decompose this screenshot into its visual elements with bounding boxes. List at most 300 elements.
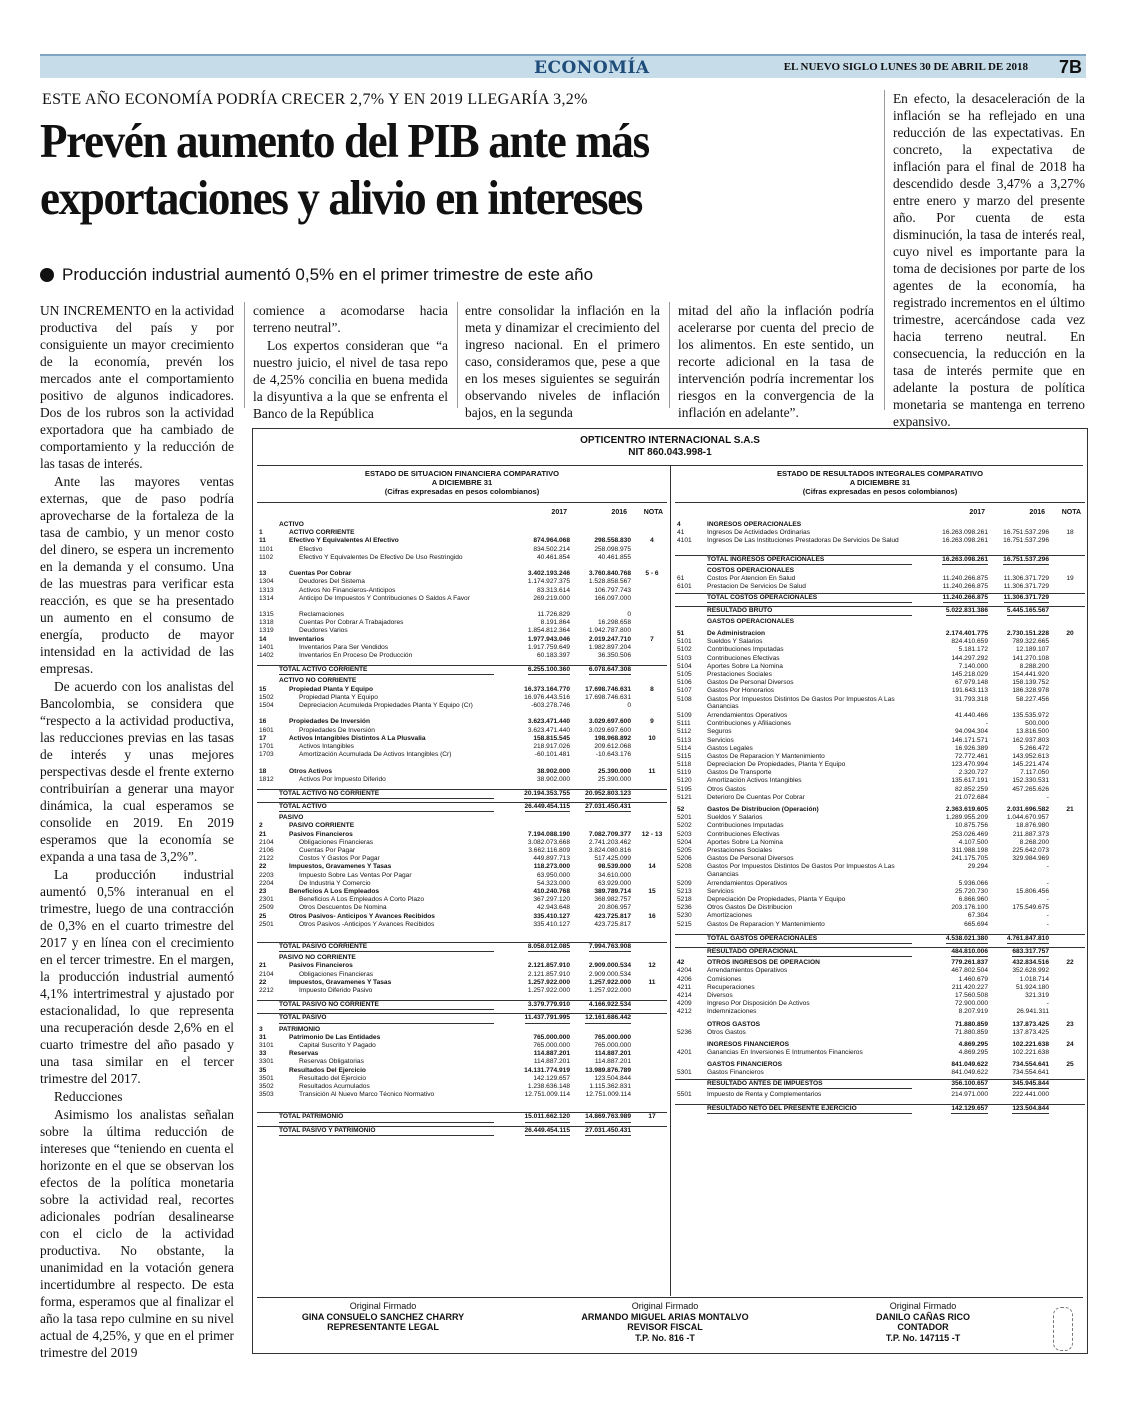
value-2017: 5.936.066 [958, 879, 988, 887]
value-2017: 142.129.657 [951, 1105, 988, 1114]
statement-row [257, 1075, 667, 1083]
value-2017: 123.470.994 [951, 761, 988, 769]
account-description: Prestaciones Sociales [707, 846, 772, 854]
paragraph: Ante las mayores ventas externas, que de paso podría aprovecharse de la fortaleza de la tasa de cambio, y un menor costo del dinero, se espera un incremento en la demanda y el consumo. Una de las muestras para verificar esta reacción, es que se ha presentado un aumento en el consumo de energía, producto de mayor intensidad en la actividad de las empresas. [40, 474, 234, 676]
value-2017: 203.176.100 [951, 904, 988, 912]
value-2016: 141.270.108 [1012, 654, 1049, 662]
account-description: Depreciacion Acumuleda Propiedades Planta Y Equipo (Cr) [299, 701, 473, 709]
account-code: 5111 [677, 720, 691, 728]
account-code: 1703 [259, 751, 274, 759]
value-2017: 3.402.193.246 [527, 570, 570, 578]
signatory-tp: T.P. No. 816 -T [635, 1332, 695, 1343]
value-2017: 7.194.088.190 [527, 830, 570, 838]
account-description: Contribuciones Imputadas [707, 822, 784, 830]
value-2016: 683.317.757 [1012, 948, 1049, 957]
account-description: Reservas [289, 1050, 319, 1058]
value-2016: 2.741.203.462 [588, 838, 631, 846]
year-2016-header: 2016 [611, 509, 627, 516]
publication-date: EL NUEVO SIGLO LUNES 30 DE ABRIL DE 2018 [783, 61, 1028, 73]
account-description: Sueldos Y Salarios [707, 814, 763, 822]
account-description: PATRIMONIO [279, 1025, 321, 1033]
account-description: Obligaciones Financieras [299, 838, 374, 846]
value-2016: 16.751.537.296 [1003, 529, 1049, 537]
value-2017: 118.273.000 [533, 863, 570, 871]
account-code: 1318 [259, 619, 274, 627]
section-name: ECONOMÍA [534, 58, 650, 78]
statement-row [675, 663, 1085, 671]
account-code: 5501 [677, 1090, 692, 1098]
value-2016: 11.306.371.729 [1003, 583, 1049, 591]
account-description: Otros Pasivos -Anticipos Y Avances Recibidos [299, 920, 435, 928]
account-description: Servicios [707, 887, 734, 895]
account-description: Transición Al Nuevo Marco Técnico Normativo [299, 1091, 435, 1099]
value-2016: 423.725.817 [594, 912, 631, 920]
account-description: Contribuciones Imputadas [707, 646, 784, 654]
account-description: Otros Pasivos- Anticipos Y Avances Recibidos [289, 912, 435, 920]
statement-row [257, 521, 667, 529]
statement-row [675, 921, 1085, 929]
statement-row [675, 638, 1085, 646]
value-2016: 3.824.080.816 [588, 847, 631, 854]
account-code: 22 [259, 863, 267, 871]
statement-row [675, 567, 1085, 575]
value-2016: 102.221.638 [1012, 1049, 1049, 1057]
value-2017: 1.238.636.148 [527, 1082, 570, 1090]
account-description: Amortización Acumulada De Activos Intangibles (Cr) [299, 751, 452, 759]
value-2016: 4.166.922.534 [589, 1001, 631, 1010]
statement-row [675, 618, 1085, 626]
row-spacer [257, 995, 667, 999]
value-2016: 12.161.686.442 [585, 1014, 631, 1023]
account-description: Otros Gastos [707, 785, 746, 793]
statement-row [257, 578, 667, 586]
value-2016: 20.952.803.123 [585, 790, 631, 799]
balance-sheet-rows [257, 521, 667, 1134]
value-2016: 3.029.697.600 [588, 718, 631, 726]
value-2016: 175.549.675 [1012, 904, 1049, 912]
signature-label: Original Firmado [631, 1301, 699, 1311]
note-ref: 17 [648, 1113, 656, 1121]
statement-row [257, 1083, 667, 1091]
value-2017: 6.255.100.360 [528, 666, 570, 675]
account-description: Reservas Obligatorias [299, 1058, 364, 1066]
value-2016: 20.806.957 [597, 904, 631, 912]
value-2016: 423.725.817 [594, 920, 631, 928]
account-description: Cuentas Por Cobrar [289, 570, 352, 578]
account-code: 4211 [677, 983, 692, 991]
account-code: 5230 [677, 912, 692, 920]
statement-row [675, 761, 1085, 769]
statement-row [675, 737, 1085, 745]
value-2017: 135.617.191 [951, 777, 988, 785]
company-name: OPTICENTRO INTERNACIONAL S.A.S [580, 435, 760, 446]
company-nit: NIT 860.043.998-1 [628, 447, 712, 458]
value-2016: 517.425.099 [594, 855, 631, 863]
bullet-icon [40, 268, 54, 282]
article-column-3 [465, 302, 660, 422]
statement-row [257, 636, 667, 644]
value-2017: 16.373.164.770 [524, 685, 570, 693]
account-code: 4212 [677, 1008, 692, 1016]
statement-row [257, 1026, 667, 1034]
row-spacer [257, 937, 667, 941]
account-description: COSTOS OPERACIONALES [707, 566, 795, 574]
value-2016: 765.000.000 [594, 1033, 631, 1041]
value-2017: -603.278.746 [531, 701, 570, 709]
account-code: 13 [259, 570, 267, 578]
note-ref: 11 [648, 767, 656, 775]
title-line: A DICIEMBRE 31 [431, 478, 493, 487]
statement-row [257, 554, 667, 570]
statement-row [257, 880, 667, 888]
account-description: Cuentas Por Pagar [299, 847, 356, 854]
value-2016: 457.265.626 [1012, 785, 1049, 793]
row-spacer [675, 929, 1085, 933]
statement-row [675, 630, 1085, 638]
value-2017: 41.440.466 [954, 711, 988, 719]
account-description: Amortizaciones [707, 912, 753, 920]
account-code: 1402 [259, 652, 274, 660]
value-2016: 114.887.201 [594, 1058, 631, 1066]
value-2016: 114.887.201 [594, 1050, 631, 1058]
account-code: 1315 [259, 611, 274, 619]
signatory-name: DANILO CAÑAS RICO [876, 1311, 970, 1322]
account-description: Activos Por Impuesto Diferido [299, 775, 386, 783]
statement-row [675, 679, 1085, 687]
paragraph: De acuerdo con los analistas del Bancolombia, se considera que “respecto a la actividad productiva, las reducciones previas en las tasas de interés y unas mejores perspectivas desde el frente externo contribuirían a generar una mayor dinámica, la cual esperamos se consolide en 2019. En 2019 esperamos que la economía se expanda a una tasa de 3,2%”. [40, 679, 234, 864]
account-code: 2501 [259, 920, 274, 928]
value-2017: - [985, 720, 988, 728]
paragraph: Asimismo los analistas señalan sobre la última reducción de intereses que “teniendo en cuenta el horizonte en el que se observan los efectos de la política monetaria sobre la actividad real, recortes adicionales podrían desalinearse con el ciclo de la actividad productiva. No obstante, la unanimidad en la votación genera incertidumbre al respecto. De esta forma, esperamos que al finalizar el año la tasa repo culmine en su nivel actual de 4,25%, y que en el primer trimestre del 2019 [40, 1107, 234, 1360]
account-description: TOTAL ACTIVO CORRIENTE [279, 666, 494, 675]
statement-row [675, 904, 1085, 912]
value-2017: 5.022.831.386 [946, 607, 988, 616]
value-2017: 3.623.471.440 [527, 718, 570, 726]
value-2017: 71.880.859 [954, 1028, 988, 1036]
account-description: INGRESOS OPERACIONALES [707, 521, 802, 528]
value-2017: 4.107.500 [958, 838, 988, 846]
value-2017: 8.207.919 [958, 1008, 988, 1016]
value-2017: 2.121.857.910 [527, 970, 570, 978]
value-2016: 7.994.763.908 [589, 943, 631, 952]
account-description: Gastos De Personal Diversos [707, 855, 794, 863]
account-code: 4201 [677, 1049, 692, 1057]
income-statement [675, 469, 1085, 1112]
value-2016: 152.330.531 [1012, 777, 1049, 785]
value-2016: 8.268.200 [1019, 838, 1049, 846]
note-ref: 14 [648, 863, 656, 871]
value-2017: 83.313.614 [536, 586, 570, 594]
value-2016: 211.887.373 [1012, 830, 1049, 838]
value-2016: 34.610.000 [597, 871, 631, 879]
value-2016: 209.612.068 [594, 742, 631, 750]
account-code: 17 [259, 734, 267, 742]
statement-row [257, 896, 667, 904]
account-description: Arrendamientos Operativos [707, 967, 788, 975]
account-code: 5213 [677, 887, 692, 895]
value-2016: 137.873.425 [1012, 1028, 1049, 1036]
value-2017: 8.058.012.085 [528, 943, 570, 952]
account-code: 5102 [677, 646, 692, 654]
account-description: TOTAL INGRESOS OPERACIONALES [707, 556, 912, 565]
value-2017: 146.171.571 [951, 736, 988, 744]
account-code: 2106 [259, 847, 274, 854]
note-ref: 25 [1066, 1061, 1074, 1069]
statement-row [675, 1061, 1085, 1069]
value-2016: 154.441.920 [1012, 671, 1049, 679]
account-code: 2122 [259, 855, 274, 863]
account-description: Propiedades De Inversión [299, 726, 375, 734]
account-code: 5205 [677, 846, 692, 854]
title-line: (Cifras expresadas en pesos colombianos) [802, 487, 958, 496]
statement-row [257, 702, 667, 718]
income-statement-rows [675, 521, 1085, 1112]
value-2016: 143.952.613 [1012, 752, 1049, 760]
row-spacer [257, 784, 667, 788]
note-ref: 12 - 13 [641, 830, 663, 838]
value-2017: 67.304 [967, 912, 988, 920]
account-description: RESULTADO ANTES DE IMPUESTOS [707, 1080, 912, 1089]
account-code: 14 [259, 635, 267, 643]
value-2016: 7.117.050 [1020, 769, 1049, 777]
title-line: (Cifras expresadas en pesos colombianos) [384, 487, 540, 496]
account-description: TOTAL COSTOS OPERACIONALES [707, 594, 912, 603]
account-description: Contribuciones Efectivas [707, 654, 780, 662]
divider [670, 466, 671, 1296]
value-2016: 1.115.362.831 [589, 1082, 631, 1090]
value-2016: 4.761.847.810 [1007, 935, 1049, 944]
value-2016: 14.869.763.989 [585, 1113, 631, 1122]
value-2016: 1.942.787.800 [588, 627, 631, 635]
value-2017: 11.240.266.875 [943, 594, 988, 603]
value-2017: 40.461.854 [536, 553, 570, 561]
account-description: GASTOS OPERACIONALES [707, 617, 795, 625]
article-column-1 [40, 302, 234, 1362]
account-description: ACTIVO CORRIENTE [289, 529, 355, 537]
account-code: 25 [259, 912, 267, 920]
statement-row [257, 768, 667, 776]
value-2017: 82.852.259 [954, 785, 988, 793]
value-2016: 734.554.641 [1012, 1061, 1049, 1069]
account-code: 5204 [677, 838, 692, 846]
value-2016: 102.221.638 [1012, 1040, 1049, 1048]
note-ref: 12 [648, 962, 656, 970]
account-description: GASTOS FINANCIEROS [707, 1061, 782, 1069]
statement-row [675, 687, 1085, 695]
account-code: 41 [677, 529, 685, 537]
account-description: Beneficios A Los Empleados [289, 887, 380, 895]
signature-auditor [535, 1301, 795, 1343]
value-2016: - [1046, 920, 1049, 928]
account-description: Otros Gastos [707, 1028, 746, 1036]
account-code: 5236 [677, 1028, 692, 1036]
value-2017: 114.887.201 [533, 1050, 570, 1058]
account-description: Efectivo Y Equivalentes Al Efectivo [289, 537, 399, 545]
value-2017: 356.100.657 [951, 1080, 988, 1089]
value-2016: 5.266.472 [1019, 744, 1049, 752]
column-rule [669, 302, 670, 408]
statement-row [675, 696, 1085, 712]
account-description: Depreciación De Propiedades, Planta Y Equipo [707, 896, 846, 904]
value-2016: 198.968.892 [594, 734, 631, 742]
account-description: Arrendamientos Operativos [707, 879, 788, 887]
value-2016: 1.528.858.567 [588, 578, 631, 586]
account-description: Gastos De Transporte [707, 769, 772, 777]
note-ref: 22 [1066, 959, 1074, 967]
value-2016: 25.390.000 [597, 767, 631, 775]
value-2017: 665.694 [964, 920, 988, 928]
account-description: PASIVO [279, 814, 304, 822]
account-description: Deudores Varios [299, 627, 348, 635]
column-rule [457, 302, 458, 408]
value-2016: 26.941.311 [1016, 1008, 1049, 1016]
account-code: 2203 [259, 871, 274, 879]
value-2016: 36.350.506 [597, 652, 631, 660]
statement-row [257, 1042, 667, 1050]
account-description: Efectivo [299, 545, 323, 553]
account-description: Costos Por Atencion En Salud [707, 575, 796, 583]
subhead: Reducciones [54, 1089, 123, 1104]
value-2016: - [1046, 896, 1049, 904]
account-code: 5109 [677, 711, 692, 719]
account-code: 1812 [259, 775, 274, 783]
statement-row [257, 839, 667, 847]
value-2017: 144.297.292 [951, 654, 988, 662]
account-description: Beneficios A Los Empleados A Corto Plazo [299, 896, 424, 904]
value-2016: 98.539.000 [597, 863, 631, 871]
statement-row [257, 611, 667, 619]
value-2017: 1.977.943.046 [527, 635, 570, 643]
account-description: ACTIVO [279, 521, 304, 528]
signatory-role: CONTADOR [897, 1322, 949, 1332]
value-2017: 484.810.006 [951, 948, 988, 957]
statement-row [257, 727, 667, 735]
value-2017: 21.072.684 [954, 793, 988, 801]
value-2016: 500.000 [1025, 720, 1049, 728]
value-2016: 18.876.980 [1015, 822, 1049, 830]
statement-row [257, 546, 667, 554]
value-2017: 54.323.000 [536, 879, 570, 887]
statement-row [257, 1112, 667, 1120]
paragraph: comience a acomodarse hacia terreno neutral”. [253, 303, 448, 335]
statement-row [257, 743, 667, 751]
row-spacer [257, 797, 667, 801]
statement-row [675, 1000, 1085, 1008]
statement-row [257, 686, 667, 694]
statement-row [675, 831, 1085, 839]
statement-row [257, 847, 667, 855]
statement-row [675, 1021, 1085, 1029]
account-description: Sueldos Y Salarios [707, 638, 763, 646]
statement-row [675, 934, 1085, 942]
value-2017: 779.261.837 [951, 959, 988, 967]
statement-row [257, 694, 667, 702]
value-2016: 145.221.474 [1012, 761, 1049, 769]
value-2017: 38.902.000 [536, 775, 570, 783]
account-description: Otros Activos [289, 767, 332, 775]
value-2016: 3.029.697.600 [588, 726, 631, 734]
value-2016: 13.816.500 [1015, 728, 1049, 736]
signature-label: Original Firmado [349, 1301, 417, 1311]
account-code: 1101 [259, 545, 274, 553]
value-2016: 298.558.830 [594, 537, 631, 545]
value-2016: 1.257.922.000 [588, 978, 631, 986]
account-description: Arrendamientos Operativos [707, 711, 788, 719]
account-description: Pasivos Financieros [289, 830, 353, 838]
account-description: PASIVO NO CORRIENTE [279, 954, 356, 962]
value-2016: 17.698.746.631 [585, 685, 631, 693]
value-2016: 58.227.456 [1015, 695, 1049, 703]
account-code: 2204 [259, 879, 274, 887]
value-2016: 15.806.456 [1015, 887, 1049, 895]
value-2017: 11.437.791.995 [525, 1014, 570, 1023]
account-code: 21 [259, 830, 267, 838]
statement-row [675, 814, 1085, 822]
value-2017: 12.751.009.114 [524, 1091, 570, 1099]
year-2017-header: 2017 [969, 509, 985, 516]
value-2016: 258.098.975 [594, 545, 631, 553]
value-2016: 345.945.844 [1012, 1080, 1049, 1089]
statement-row [675, 593, 1085, 601]
account-code: 31 [259, 1033, 267, 1041]
value-2017: 214.971.000 [951, 1090, 988, 1098]
account-description: Activos Intangibles [299, 742, 354, 750]
account-code: 4204 [677, 967, 692, 975]
balance-sheet [257, 469, 667, 1134]
row-spacer [675, 942, 1085, 946]
year-2017-header: 2017 [551, 509, 567, 516]
value-2016: 1.044.670.957 [1006, 814, 1049, 822]
statement-row [675, 1041, 1085, 1049]
account-description: TOTAL ACTIVO [279, 803, 494, 812]
account-code: 5112 [677, 728, 692, 736]
value-2017: 16.976.443.516 [524, 693, 570, 701]
value-2016: - [1046, 879, 1049, 887]
statement-row [257, 962, 667, 970]
value-2017: 63.950.000 [536, 871, 570, 879]
account-description: Efectivo Y Equivalentes De Efectivo De Uso Restringido [299, 553, 463, 561]
value-2016: 6.078.647.308 [589, 666, 631, 675]
value-2017: 72.772.461 [954, 752, 988, 760]
account-code: 1701 [259, 742, 274, 750]
value-2016: - [1046, 912, 1049, 920]
account-description: Prestacion De Servicios De Salud [707, 583, 806, 591]
value-2016: 2.909.000.534 [588, 970, 631, 978]
statement-row [675, 1104, 1085, 1112]
account-description: Cuentas Por Cobrar A Trabajadores [299, 619, 404, 627]
note-ref: 4 [650, 537, 654, 545]
statement-row [675, 1049, 1085, 1057]
value-2016: 225.642.073 [1012, 846, 1049, 854]
statement-row [257, 735, 667, 743]
value-2017: 4.869.295 [958, 1040, 988, 1048]
value-2017: 253.026.469 [951, 830, 988, 838]
account-code: 5120 [677, 777, 692, 785]
statement-row [675, 728, 1085, 736]
account-description: Impuesto Sobre Las Ventas Por Pagar [299, 871, 412, 879]
statement-row [675, 912, 1085, 920]
account-code: 5218 [677, 896, 692, 904]
statement-row [257, 855, 667, 863]
account-code: 15 [259, 685, 267, 693]
value-2017: 3.623.471.440 [527, 726, 570, 734]
account-description: Gastos De Personal Diversos [707, 679, 794, 687]
value-2017: 1.854.812.364 [527, 627, 570, 635]
value-2016: - [1046, 793, 1049, 801]
value-2016: 432.834.516 [1012, 959, 1049, 967]
statement-row [257, 644, 667, 652]
value-2016: 352.628.992 [1012, 967, 1049, 975]
